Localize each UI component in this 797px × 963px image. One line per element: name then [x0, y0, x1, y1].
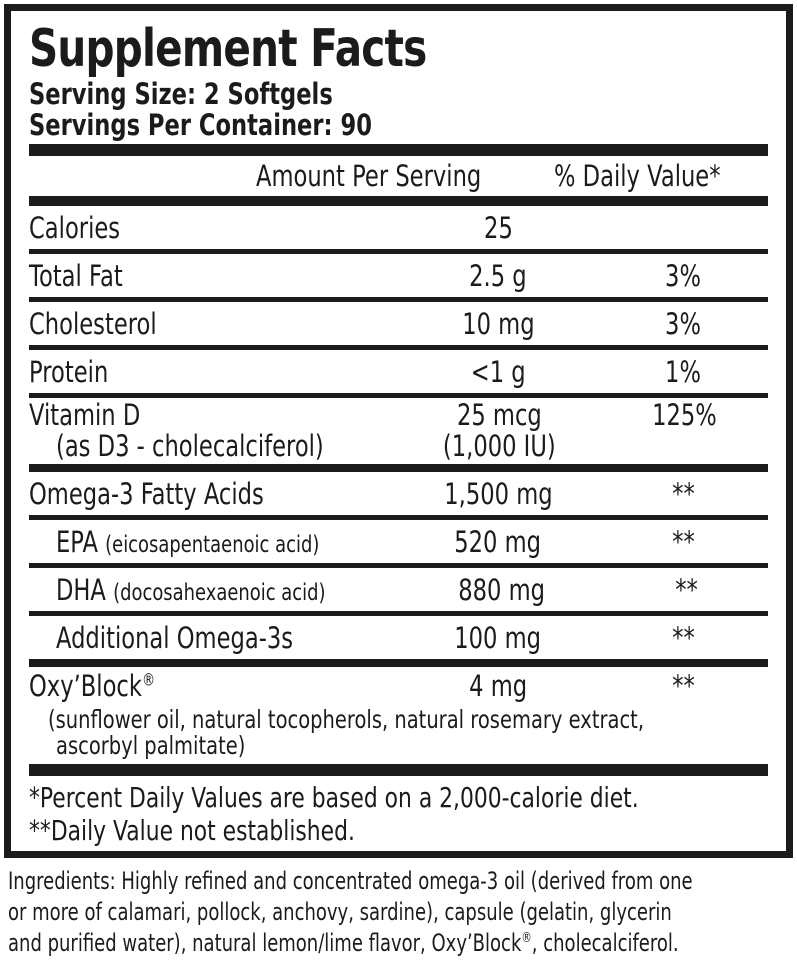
nutrient-name-full: (docosahexaenoic acid) [113, 579, 326, 606]
nutrient-amount: 4 mg [469, 669, 527, 703]
heavy-divider [29, 764, 768, 776]
ingredients-line-1: Ingredients: Highly refined and concentrated omega-3 oil (derived from one [8, 867, 693, 895]
registered-trademark-symbol: ® [141, 669, 156, 690]
row-calories [29, 206, 768, 249]
nutrient-dv: 3% [665, 258, 701, 293]
ingredients-line-3: and purified water), natural lemon/lime flavor, Oxy’Block®, cholecalciferol. [8, 929, 679, 957]
row-oxyblock [29, 667, 768, 707]
nutrient-amount: 25 mcg [456, 398, 542, 432]
nutrient-amount: 100 mg [454, 620, 542, 655]
nutrient-name: Calories [29, 210, 121, 245]
nutrient-amount: 2.5 g [469, 258, 527, 293]
nutrient-name-full: (eicosapentaenoic acid) [105, 531, 320, 558]
nutrient-dv: ** [675, 572, 698, 607]
oxyblock-ingredients-line1: (sunflower oil, natural tocopherols, natural rosemary extract, [48, 705, 645, 734]
nutrient-dv: 1% [665, 354, 701, 389]
nutrient-amount: 1,500 mg [443, 476, 553, 511]
row-additional-omega3s [29, 616, 768, 659]
oxyblock-ingredients-line2: ascorbyl palmitate) [56, 731, 246, 760]
ingredients-text [8, 866, 797, 959]
nutrient-amount-iu: (1,000 IU) [442, 429, 556, 463]
panel-title-text: Supplement Facts [29, 19, 427, 79]
nutrient-name: Omega-3 Fatty Acids [29, 476, 264, 511]
servings-per-container: Servings Per Container: 90 [29, 108, 372, 142]
panel-title [29, 19, 768, 79]
ingredients-line-2: or more of calamari, pollock, anchovy, sardine), capsule (gelatin, glycerin [8, 898, 672, 926]
nutrient-name: Vitamin D [29, 398, 141, 432]
nutrient-amount: <1 g [470, 354, 526, 389]
nutrient-amount: 25 [483, 210, 513, 245]
nutrient-dv: 125% [651, 398, 717, 432]
nutrient-name: Cholesterol [29, 306, 157, 341]
nutrient-dv: ** [671, 620, 695, 655]
nutrient-amount: 880 mg [458, 572, 545, 607]
heavy-divider [29, 144, 768, 156]
row-protein [29, 350, 768, 393]
section-divider [29, 659, 768, 667]
nutrient-source: (as D3 - cholecalciferol) [56, 429, 324, 463]
amount-per-serving-header: Amount Per Serving [255, 159, 481, 193]
nutrient-amount: 520 mg [454, 524, 542, 559]
nutrient-name: DHA [56, 572, 106, 607]
nutrient-dv: ** [671, 669, 695, 703]
row-omega3-fatty-acids [29, 472, 768, 515]
row-cholesterol [29, 302, 768, 345]
nutrient-name: Oxy’Block [29, 669, 142, 703]
row-dha [29, 568, 768, 611]
registered-trademark-symbol: ® [521, 930, 532, 946]
nutrient-name: EPA [56, 524, 98, 559]
daily-value-header: % Daily Value* [554, 159, 722, 193]
footnote-dv-not-established: **Daily Value not established. [29, 814, 355, 847]
supplement-facts-panel [4, 4, 793, 858]
nutrient-dv: 3% [665, 306, 701, 341]
nutrient-name: Protein [29, 354, 109, 389]
column-headers [29, 156, 768, 196]
nutrient-name: Additional Omega-3s [56, 620, 294, 655]
nutrient-dv: ** [671, 476, 695, 511]
row-vitamin-d [29, 398, 768, 464]
section-divider [29, 464, 768, 472]
nutrient-name: Total Fat [29, 258, 123, 293]
serving-size: Serving Size: 2 Softgels [29, 77, 333, 111]
row-total-fat [29, 254, 768, 297]
nutrient-amount: 10 mg [461, 306, 535, 341]
footnote-daily-values: *Percent Daily Values are based on a 2,000-calorie diet. [29, 781, 639, 814]
heavy-divider [29, 196, 768, 206]
row-epa [29, 520, 768, 563]
nutrient-dv: ** [671, 524, 695, 559]
